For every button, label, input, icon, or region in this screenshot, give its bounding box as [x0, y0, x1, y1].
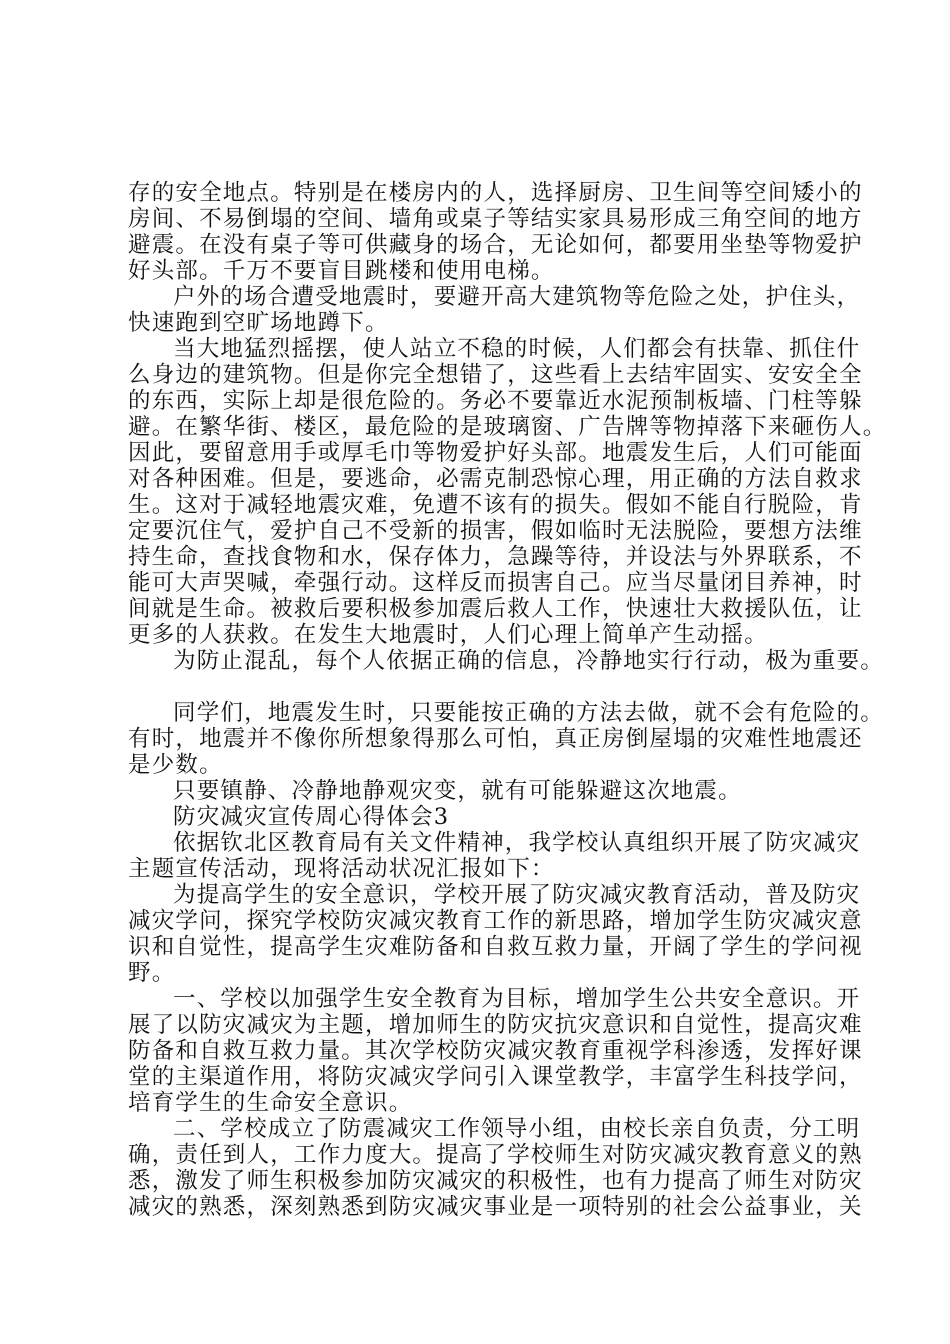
text-line: 展了以防灾减灾为主题，增加师生的防灾抗灾意识和自觉性，提高灾难: [128, 1012, 863, 1038]
text-line: 有时，地震并不像你所想象得那么可怕，真正房倒屋塌的灾难性地震还: [128, 726, 863, 752]
text-line: 识和自觉性，提高学生灾难防备和自救互救力量，开阔了学生的学问视: [128, 934, 863, 960]
text-line: 么身边的建筑物。但是你完全想错了，这些看上去结牢固实、安安全全: [128, 362, 863, 388]
text-line: 是少数。: [128, 752, 223, 778]
text-line: 减灾学问，探究学校防灾减灾教育工作的新思路，增加学生防灾减灾意: [128, 908, 863, 934]
text-line: 避震。在没有桌子等可供藏身的场合，无论如何，都要用坐垫等物爱护: [128, 232, 863, 258]
text-line: 快速跑到空旷场地蹲下。: [128, 310, 389, 336]
text-line: 悉，激发了师生积极参加防灾减灾的积极性，也有力提高了师生对防灾: [128, 1168, 863, 1194]
text-line: 同学们，地震发生时，只要能按正确的方法去做，就不会有危险的。: [173, 700, 885, 726]
text-line: 能可大声哭喊，牵强行动。这样反而损害自己。应当尽量闭目养神，时: [128, 570, 863, 596]
text-line: 当大地猛烈摇摆，使人站立不稳的时候，人们都会有扶靠、抓住什: [173, 336, 861, 362]
text-line: 只要镇静、冷静地静观灾变，就有可能躲避这次地震。: [173, 778, 742, 804]
text-line: 一、学校以加强学生安全教育为目标，增加学生公共安全意识。开: [173, 986, 861, 1012]
text-line: 因此，要留意用手或厚毛巾等物爱护好头部。地震发生后，人们可能面: [128, 440, 863, 466]
text-line: 堂的主渠道作用，将防灾减灾学问引入课堂教学，丰富学生科技学问，: [128, 1064, 863, 1090]
text-line: 持生命，查找食物和水，保存体力，急躁等待，并设法与外界联系，不: [128, 544, 863, 570]
text-line: 户外的场合遭受地震时，要避开高大建筑物等危险之处，护住头，: [173, 284, 861, 310]
text-line: 依据钦北区教育局有关文件精神，我学校认真组织开展了防灾减灾: [173, 830, 861, 856]
text-line: 避。在繁华街、楼区，最危险的是玻璃窗、广告牌等物掉落下来砸伤人。: [128, 414, 887, 440]
text-line: 减灾的熟悉，深刻熟悉到防灾减灾事业是一项特别的社会公益事业，关: [128, 1194, 863, 1220]
text-line: 野。: [128, 960, 176, 986]
section-heading: 防灾减灾宣传周心得体会3: [173, 804, 450, 830]
text-line: 房间、不易倒塌的空间、墙角或桌子等结实家具易形成三角空间的地方: [128, 206, 863, 232]
text-line: 为防止混乱，每个人依据正确的信息，冷静地实行行动，极为重要。: [173, 648, 885, 674]
text-line: 更多的人获救。在发生大地震时，人们心理上简单产生动摇。: [128, 622, 768, 648]
text-line: 防备和自救互救力量。其次学校防灾减灾教育重视学科渗透，发挥好课: [128, 1038, 863, 1064]
text-line: 定要沉住气，爱护自己不受新的损害，假如临时无法脱险，要想方法维: [128, 518, 863, 544]
text-line: 存的安全地点。特别是在楼房内的人，选择厨房、卫生间等空间矮小的: [128, 180, 863, 206]
text-line: 对各种困难。但是，要逃命，必需克制恐惊心理，用正确的方法自救求: [128, 466, 863, 492]
text-line: 二、学校成立了防震减灾工作领导小组，由校长亲自负责，分工明: [173, 1116, 861, 1142]
text-line: 好头部。千万不要盲目跳楼和使用电梯。: [128, 258, 555, 284]
text-line: 主题宣传活动，现将活动状况汇报如下：: [128, 856, 555, 882]
text-line: 生。这对于减轻地震灾难，免遭不该有的损失。假如不能自行脱险，肯: [128, 492, 863, 518]
text-line: 为提高学生的安全意识，学校开展了防灾减灾教育活动，普及防灾: [173, 882, 861, 908]
text-line: 确，责任到人，工作力度大。提高了学校师生对防灾减灾教育意义的熟: [128, 1142, 863, 1168]
text-line: 培育学生的生命安全意识。: [128, 1090, 413, 1116]
text-line: 间就是生命。被救后要积极参加震后救人工作，快速壮大救援队伍，让: [128, 596, 863, 622]
text-line: 的东西，实际上却是很危险的。务必不要靠近水泥预制板墙、门柱等躲: [128, 388, 863, 414]
